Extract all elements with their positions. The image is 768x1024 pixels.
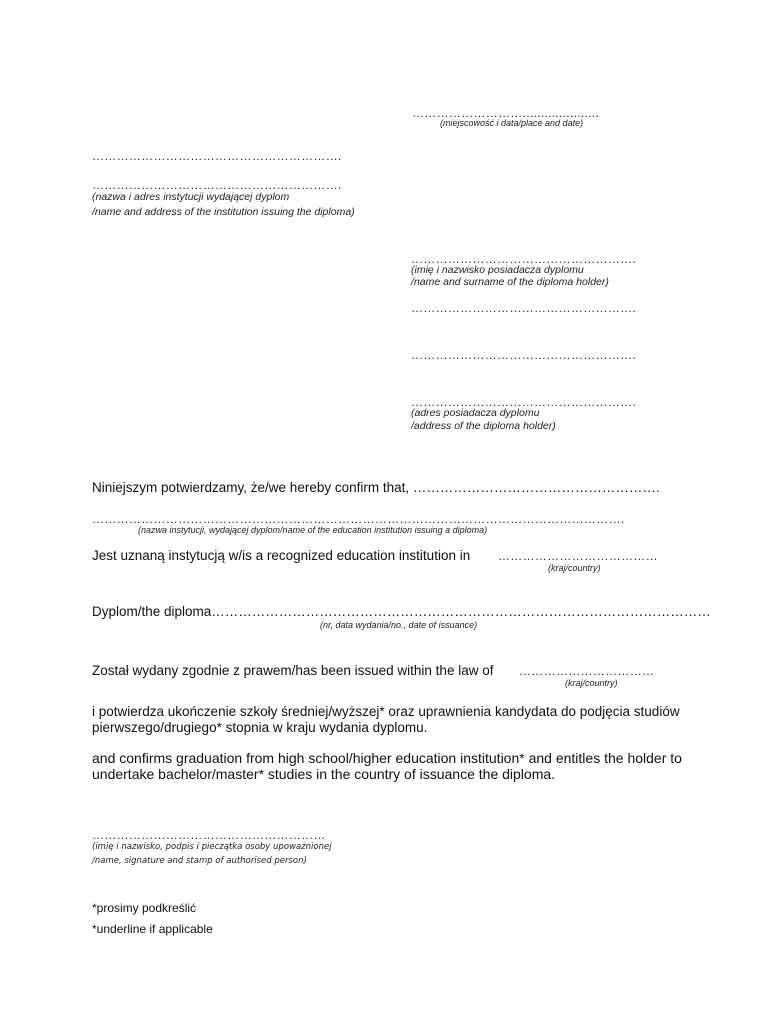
holder-name-caption-pl: (imię i nazwisko posiadacza dyplomu [411,264,584,276]
institution-line-1[interactable]: ……………………………………………………. [92,149,342,163]
issued-country-line[interactable]: …………………………… [519,664,655,678]
institution-caption-en: /name and address of the institution issuing the diploma) [92,206,355,218]
institution-full-line[interactable]: …………………………………………………………………………………………………………………. [92,512,625,526]
signature-line[interactable]: ………………………………………………… [92,828,326,842]
holder-address-line-2[interactable]: ………………………………………………. [411,348,637,362]
institution-full-caption: (nazwa instytucji, wydającej dyplom/name of the education institution issuing a diploma) [138,525,488,535]
holder-name-line[interactable]: ………………………………………………. [411,252,637,266]
footnote-pl: *prosimy podkreślić [92,901,197,915]
confirm-paragraph-pl: i potwierdza ukończenie szkoły średniej/wyższej* oraz uprawnienia kandydata do podjęcia studiów pierwszego/drugiego* stopnia w kraju wydania dyplomu. [92,704,680,735]
recognized-country-line[interactable]: ………………………………… [498,549,658,563]
footnote-en: *underline if applicable [92,922,213,936]
place-date-line[interactable]: ………………………..................... [412,106,600,120]
holder-address-caption-pl: (adres posiadacza dyplomu [411,407,540,419]
holder-address-line-3[interactable]: ………………………………………………. [411,395,637,409]
issued-country-caption: (kraj/country) [565,678,618,688]
signature-caption-en: /name, signature and stamp of authorised person) [92,856,307,866]
issued-text: Został wydany zgodnie z prawem/has been issued within the law of [92,663,494,678]
signature-caption-pl: (imię i nazwisko, podpis i pieczątka osoby upoważnionej [92,842,332,852]
diploma-text[interactable]: Dyplom/the diploma………………………………………………………………………………………………… [92,604,711,619]
place-date-caption: (miejscowość i data/place and date) [440,118,584,128]
institution-line-2[interactable]: ……………………………………………………. [92,178,342,192]
recognized-country-caption: (kraj/country) [548,563,601,573]
diploma-caption: (nr, data wydania/no., date of issuance) [320,620,478,630]
holder-address-line-1[interactable]: ………………………………………………. [411,301,637,315]
confirm-paragraph-en: and confirms graduation from high school/higher education institution* and entitles the holder to undertake bachelor/master* studies in the country of issuance the diploma. [92,750,682,782]
recognized-text: Jest uznaną instytucją w/is a recognized education institution in [92,548,471,563]
holder-address-caption-en: /address of the diploma holder) [411,420,556,432]
institution-caption-pl: (nazwa i adres instytucji wydającej dyplom [92,191,290,203]
holder-name-caption-en: /name and surname of the diploma holder) [411,276,609,288]
confirm-text[interactable]: Niniejszym potwierdzamy, że/we hereby confirm that, ………………………………………………. [92,480,660,495]
